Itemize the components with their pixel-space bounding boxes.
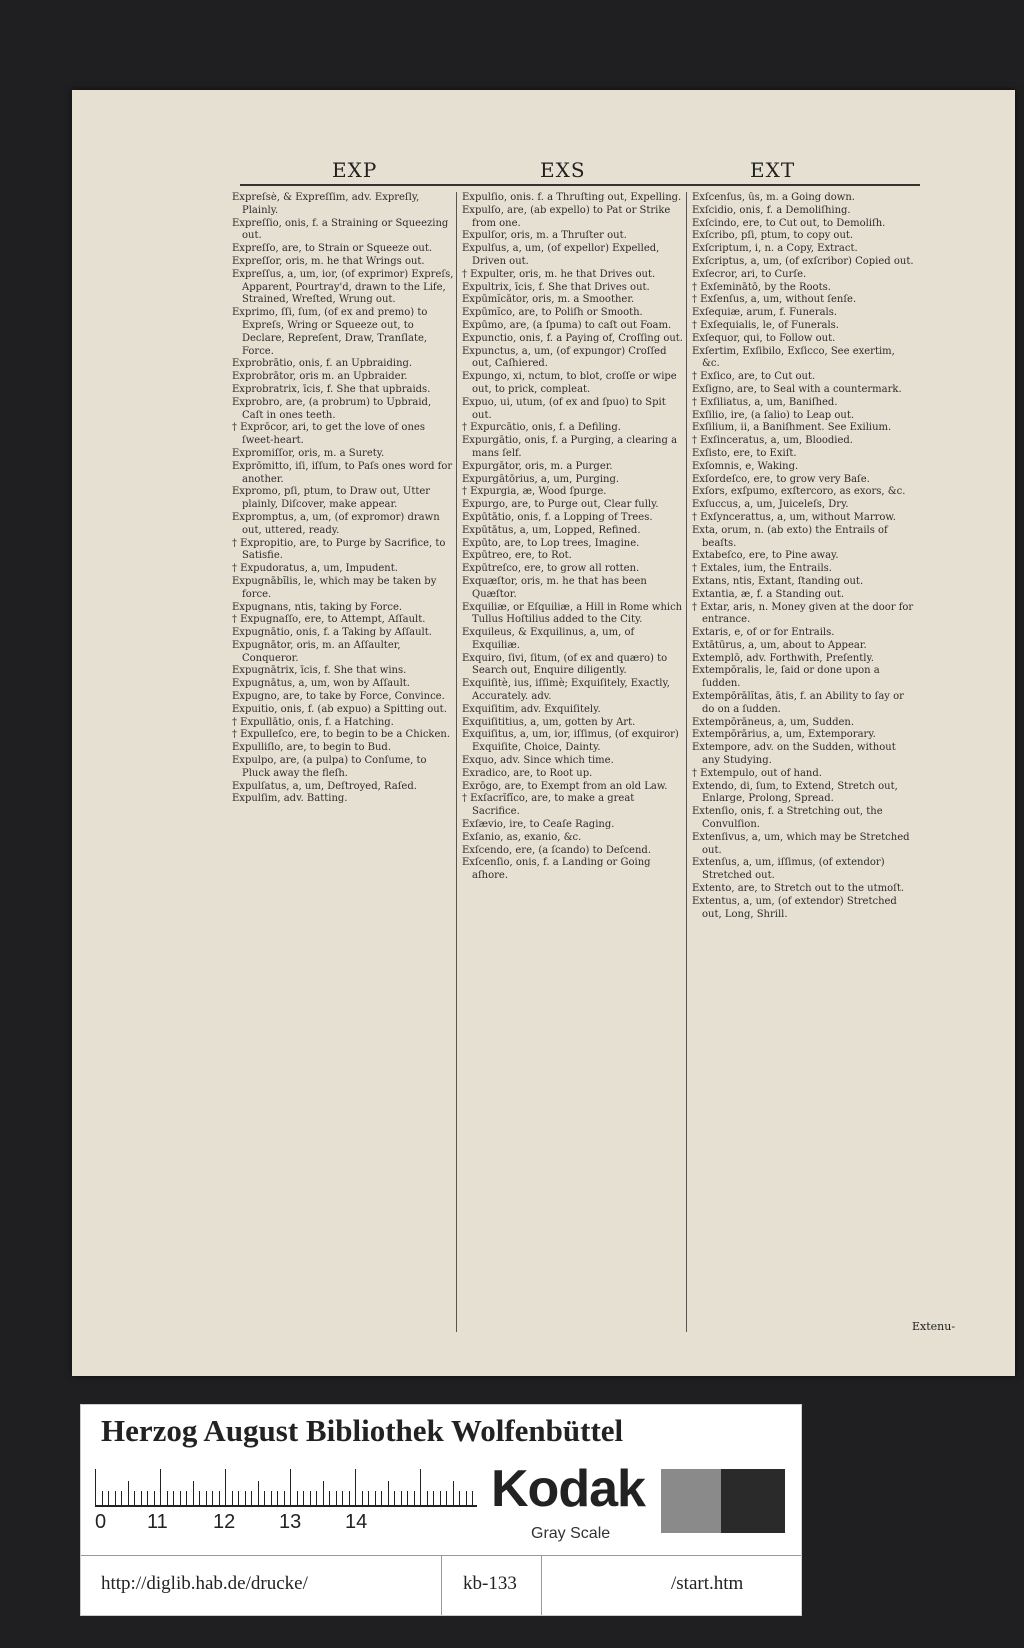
ruler-tick <box>251 1491 252 1505</box>
dictionary-entry: Exprōmitto, iſi, iſſum, to Paſs ones word for another. <box>232 460 453 485</box>
dictionary-entry: Extempōralis, le, ſaid or done upon a ſudden. <box>692 665 880 690</box>
ruler <box>95 1465 477 1507</box>
ruler-tick <box>193 1481 194 1505</box>
dictionary-entry: Expūto, are, to Lop trees, Imagine. <box>462 537 640 549</box>
ruler-tick <box>284 1491 285 1505</box>
dictionary-entry: Exquo, adv. Since which time. <box>462 755 614 767</box>
dictionary-entry: Expulſio, onis. f. a Thruſting out, Expelling. <box>462 192 682 203</box>
column-divider <box>686 192 687 1332</box>
dictionary-entry: Exſcenſio, onis, f. a Landing or Going aſhore. <box>462 857 651 882</box>
ruler-tick <box>232 1491 233 1505</box>
dictionary-entry: Extaris, e, of or for Entrails. <box>692 627 835 639</box>
dictionary-entry: Expulliſlo, are, to begin to Bud. <box>232 742 392 754</box>
dictionary-entry: † Expulleſco, ere, to begin to be a Chicken. <box>232 729 451 741</box>
dictionary-entry: Expunctio, onis, f. a Paying of, Croſſing out. <box>462 332 683 344</box>
ruler-tick <box>121 1491 122 1505</box>
dictionary-entry: Expurgātio, onis, f. a Purging, a clearing a mans ſelf. <box>462 435 678 459</box>
dictionary-entry: Extendo, di, ſum, to Extend, Stretch out, Enlarge, Prolong, Spread. <box>692 780 898 805</box>
ruler-tick <box>128 1481 129 1505</box>
ruler-tick <box>212 1491 213 1505</box>
dictionary-entry: Expurgātor, oris, m. a Purger. <box>462 460 613 472</box>
ruler-tick <box>186 1491 187 1505</box>
header-left: EXP <box>332 158 378 182</box>
dictionary-entry: Exſigno, are, to Seal with a countermark. <box>692 383 902 395</box>
dictionary-entry: Expulſo, are, (ab expello) to Pat or Strike from one. <box>462 204 671 229</box>
dictionary-entry: Extentus, a, um, (of extendor) Stretched out, Long, Shrill. <box>692 895 897 920</box>
ruler-tick <box>362 1491 363 1505</box>
dictionary-entry: Exſisto, ere, to Exiſt. <box>692 447 797 459</box>
dictionary-entry: Expūtātus, a, um, Lopped, Refined. <box>462 524 641 536</box>
dictionary-entry: Expreſſus, a, um, ior, (of exprimor) Expreſs, Apparent, Pourtray'd, drawn to the Life, Strained, Wreſted, Wrung out. <box>232 268 454 306</box>
dictionary-entry: Exſors, exſpumo, exſtercoro, as exors, &c. <box>692 486 906 498</box>
ruler-tick <box>134 1491 135 1505</box>
dictionary-entry: Expūtātio, onis, f. a Lopping of Trees. <box>462 511 653 523</box>
dictionary-entry: † Exſenſus, a, um, without ſenſe. <box>692 294 857 306</box>
dictionary-entry: Exſcidio, onis, f. a Demoliſhing. <box>692 204 851 216</box>
dictionary-entry: Extempōrāneus, a, um, Sudden. <box>692 716 855 728</box>
dictionary-entry: Exquiſititius, a, um, gotten by Art. <box>462 716 636 728</box>
dictionary-entry: Exquileus, & Exquilinus, a, um, of Exquiliæ. <box>462 627 635 651</box>
dictionary-entry: Expromiſſor, oris, m. a Surety. <box>232 447 385 459</box>
dictionary-entry: Expūtreo, ere, to Rot. <box>462 550 572 562</box>
ruler-tick <box>154 1491 155 1505</box>
ruler-tick <box>199 1491 200 1505</box>
dictionary-entry: Expulpo, are, (a pulpa) to Conſume, to Pluck away the fleſh. <box>232 755 427 779</box>
ruler-tick <box>388 1481 389 1505</box>
dictionary-entry: Expurgo, are, to Purge out, Clear fully. <box>462 499 659 511</box>
dictionary-entry: † Exſico, are, to Cut out. <box>692 371 816 383</box>
dictionary-entry: Expūmo, are, (a ſpuma) to caſt out Foam. <box>462 319 672 331</box>
library-title: Herzog August Bibliothek Wolfenbüttel <box>101 1413 624 1448</box>
dictionary-entry: Expulſatus, a, um, Deſtroyed, Raſed. <box>232 780 417 792</box>
dictionary-entry: † Exſacrĭfĭco, are, to make a great Sacrifice. <box>462 793 635 818</box>
ruler-tick <box>401 1491 402 1505</box>
dictionary-entry: Exſequor, qui, to Follow out. <box>692 332 836 344</box>
divider-vertical <box>541 1555 542 1615</box>
header-center: EXS <box>540 158 586 182</box>
ruler-tick <box>264 1491 265 1505</box>
dictionary-entry: Exſequiæ, arum, f. Funerals. <box>692 307 838 319</box>
ruler-tick <box>258 1481 259 1505</box>
dictionary-entry: Expūmĭco, are, to Poliſh or Smooth. <box>462 307 643 319</box>
dictionary-entry: † Exprōcor, ari, to get the love of ones ſweet-heart. <box>232 422 425 447</box>
dictionary-entry: Expulſus, a, um, (of expellor) Expelled, Driven out. <box>462 243 660 267</box>
ruler-tick <box>368 1491 369 1505</box>
ruler-number: 11 <box>147 1511 168 1533</box>
dictionary-entry: † Extempulo, out of hand. <box>692 767 822 779</box>
dictionary-entry: Extantia, æ, f. a Standing out. <box>692 588 845 600</box>
ruler-tick <box>95 1469 96 1505</box>
dictionary-entry: † Extar, aris, n. Money given at the door for entrance. <box>692 601 914 626</box>
ruler-tick <box>336 1491 337 1505</box>
page-header <box>240 158 920 186</box>
column-divider <box>456 192 457 1332</box>
dictionary-entry: † Expropitio, are, to Purge by Sacrifice, to Satisfie. <box>232 537 446 562</box>
dictionary-entry: Exſilium, ii, a Baniſhment. See Exilium. <box>692 422 892 434</box>
gray-scale-label: Gray Scale <box>531 1525 611 1542</box>
dictionary-entry: Expreſſor, oris, m. he that Wrings out. <box>232 255 425 267</box>
dictionary-entry: Expreſsè, & Expreſſim, adv. Expreſly, Plainly. <box>232 192 420 216</box>
dictionary-entry: Expulſim, adv. Batting. <box>232 793 348 805</box>
dictionary-entry: † Expudoratus, a, um, Impudent. <box>232 563 398 575</box>
dictionary-entry: Exprobrātio, onis, f. an Upbraiding. <box>232 358 413 370</box>
ruler-tick <box>160 1469 161 1505</box>
dictionary-entry: Exſcindo, ere, to Cut out, to Demoliſh. <box>692 217 886 229</box>
ruler-number: 14 <box>345 1511 368 1533</box>
dictionary-entry: Expromo, pſi, ptum, to Draw out, Utter plainly, Diſcover, make appear. <box>232 486 431 511</box>
dark-swatch <box>721 1469 785 1533</box>
ruler-tick <box>108 1491 109 1505</box>
ruler-tick <box>407 1491 408 1505</box>
dictionary-entry: Exta, orum, n. (ab exto) the Entrails of beaſts. <box>692 524 888 549</box>
dictionary-entry: Exprobrātor, oris m. an Upbraider. <box>232 371 408 383</box>
ruler-tick <box>225 1469 226 1505</box>
dictionary-entry: Exſcenſus, ûs, m. a Going down. <box>692 192 855 203</box>
header-right: EXT <box>750 158 796 182</box>
dictionary-entry: Expūtreſco, ere, to grow all rotten. <box>462 563 640 575</box>
ruler-tick <box>277 1491 278 1505</box>
ruler-tick <box>466 1491 467 1505</box>
dictionary-entry: Exſævio, ire, to Ceaſe Raging. <box>462 819 615 831</box>
dictionary-entry: Exprobro, are, (a probrum) to Upbraid, Caſt in ones teeth. <box>232 396 432 421</box>
dictionary-entry: Exſilio, ire, (a ſalio) to Leap out. <box>692 409 855 421</box>
ruler-tick <box>271 1491 272 1505</box>
ruler-tick <box>414 1491 415 1505</box>
ruler-tick <box>238 1491 239 1505</box>
ruler-tick <box>355 1469 356 1505</box>
ruler-tick <box>115 1491 116 1505</box>
dictionary-entry: Extempōrārius, a, um, Extemporary. <box>692 729 876 741</box>
dictionary-entry: Exprimo, ſſi, ſum, (of ex and premo) to Expreſs, Wring or Squeeze out, to Declare, Repreſent, Draw, Tranſlate, Force. <box>232 307 428 357</box>
ruler-tick <box>180 1491 181 1505</box>
calibration-card <box>80 1404 802 1616</box>
dictionary-entry: Expugnātus, a, um, won by Aſſault. <box>232 678 410 690</box>
ruler-number: 12 <box>213 1511 236 1533</box>
dictionary-entry: Expugnans, ntis, taking by Force. <box>232 601 403 613</box>
dictionary-entry: † Expugnaſſo, ere, to Attempt, Aſſault. <box>232 614 426 626</box>
catchword: Extenu- <box>912 1320 956 1333</box>
ruler-tick <box>290 1469 291 1505</box>
dictionary-entry: Extempōrālĭtas, ātis, f. an Ability to ſay or do on a ſudden. <box>692 691 904 715</box>
ruler-tick <box>453 1481 454 1505</box>
ruler-tick <box>303 1491 304 1505</box>
ruler-tick <box>433 1491 434 1505</box>
dictionary-entry: Expugnātrix, īcis, f. She that wins. <box>232 665 407 677</box>
dictionary-entry: Expuitio, onis, f. (ab expuo) a Spitting out. <box>232 703 447 715</box>
ruler-tick <box>472 1491 473 1505</box>
column-1 <box>232 192 454 1332</box>
ruler-tick <box>420 1469 421 1505</box>
dictionary-entry: Expuo, ui, utum, (of ex and ſpuo) to Spit out. <box>462 396 666 421</box>
ruler-tick <box>427 1491 428 1505</box>
dictionary-entry: † Extales, ium, the Entrails. <box>692 563 832 575</box>
dictionary-entry: † Expurcātio, onis, f. a Defiling. <box>462 422 621 434</box>
divider-vertical <box>441 1555 442 1615</box>
dictionary-entry: † Expulter, oris, m. he that Drives out. <box>462 268 656 280</box>
dictionary-entry: Extempore, adv. on the Sudden, without any Studying. <box>692 742 896 767</box>
dictionary-entry: Expurgātōrius, a, um, Purging. <box>462 473 620 485</box>
dictionary-entry: Extans, ntis, Extant, ſtanding out. <box>692 575 864 587</box>
url-mid: kb-133 <box>463 1573 517 1594</box>
dictionary-entry: Exquiſitus, a, um, ior, iſſimus, (of exquiror) Exquiſite, Choice, Dainty. <box>462 729 679 754</box>
ruler-tick <box>440 1491 441 1505</box>
dictionary-entry: † Exſiliatus, a, um, Baniſhed. <box>692 396 838 408</box>
dictionary-entry: Exquiliæ, or Eſquiliæ, a Hill in Rome which Tullus Hoſtilius added to the City. <box>462 601 683 626</box>
dictionary-entry: Expugnābĭlis, le, which may be taken by force. <box>232 575 437 600</box>
dictionary-entry: Extenſus, a, um, iſſimus, (of extendor) Stretched out. <box>692 857 885 882</box>
ruler-tick <box>446 1491 447 1505</box>
dictionary-entry: Expugnātor, oris, m. an Aſſaulter, Conqueror. <box>232 639 401 664</box>
dictionary-entry: Extento, are, to Stretch out to the utmoſt. <box>692 883 905 895</box>
dictionary-entry: Exquiſitim, adv. Exquiſitely. <box>462 703 601 715</box>
ruler-tick <box>310 1491 311 1505</box>
url-right: /start.htm <box>671 1573 744 1594</box>
dictionary-entry: Exſcriptum, i, n. a Copy, Extract. <box>692 243 858 255</box>
dictionary-entry: Extenſivus, a, um, which may be Stretched out. <box>692 831 910 856</box>
dictionary-entry: Exſuccus, a, um, Juiceleſs, Dry. <box>692 499 849 511</box>
ruler-tick <box>297 1491 298 1505</box>
dictionary-entry: Exſcendo, ere, (a ſcando) to Deſcend. <box>462 844 651 856</box>
kodak-logo: Kodak <box>491 1460 645 1518</box>
ruler-tick <box>219 1491 220 1505</box>
ruler-tick <box>245 1491 246 1505</box>
dictionary-entry: Exſordeſco, ere, to grow very Baſe. <box>692 473 870 485</box>
ruler-tick <box>394 1491 395 1505</box>
ruler-tick <box>167 1491 168 1505</box>
dictionary-entry: Extenſio, onis, f. a Stretching out, the Convulſion. <box>692 806 883 831</box>
ruler-tick <box>342 1491 343 1505</box>
ruler-tick <box>329 1491 330 1505</box>
ruler-tick <box>349 1491 350 1505</box>
dictionary-page <box>72 90 1015 1376</box>
dictionary-entry: † Expullātio, onis, f. a Hatching. <box>232 716 394 728</box>
dictionary-entry: Extātūrus, a, um, about to Appear. <box>692 639 867 651</box>
dictionary-entry: Exradico, are, to Root up. <box>462 767 593 779</box>
dictionary-entry: Expūmĭcātor, oris, m. a Smoother. <box>462 294 635 306</box>
dictionary-entry: † Exſinceratus, a, um, Bloodied. <box>692 435 853 447</box>
dictionary-entry: † Exſequialis, le, of Funerals. <box>692 319 839 331</box>
dictionary-entry: Exrōgo, are, to Exempt from an old Law. <box>462 780 668 792</box>
ruler-tick <box>102 1491 103 1505</box>
ruler-tick <box>316 1491 317 1505</box>
dictionary-entry: Expreſſio, onis, f. a Straining or Squeezing out. <box>232 217 449 242</box>
dictionary-entry: Exſomnis, e, Waking. <box>692 460 799 472</box>
dictionary-entry: Expulſor, oris, m. a Thruſter out. <box>462 230 627 242</box>
dictionary-entry: Exſecror, ari, to Curſe. <box>692 268 807 280</box>
ruler-number: 0 <box>95 1511 107 1533</box>
dictionary-entry: Expungo, xi, nctum, to blot, croſſe or wipe out, to prick, compleat. <box>462 371 677 395</box>
dictionary-entry: † Exſeminātō, by the Roots. <box>692 281 831 293</box>
column-3 <box>692 192 914 1332</box>
dictionary-entry: Expugno, are, to take by Force, Convince. <box>232 691 445 703</box>
ruler-tick <box>173 1491 174 1505</box>
gray-swatch <box>661 1469 721 1533</box>
ruler-tick <box>323 1481 324 1505</box>
dictionary-entry: Exſcribo, pſi, ptum, to copy out. <box>692 230 854 242</box>
dictionary-entry: Exquæſtor, oris, m. he that has been Quæſtor. <box>462 575 647 600</box>
dictionary-entry: Expugnātio, onis, f. a Taking by Aſſault. <box>232 627 432 639</box>
dictionary-entry: Expunctus, a, um, (of expungor) Croſſed out, Caſhiered. <box>462 345 667 370</box>
ruler-tick <box>141 1491 142 1505</box>
dictionary-entry: Extabeſco, ere, to Pine away. <box>692 550 839 562</box>
ruler-tick <box>381 1491 382 1505</box>
dictionary-entry: Expultrix, īcis, f. She that Drives out. <box>462 281 650 293</box>
dictionary-entry: Exſertim, Exſibilo, Exſicco, See exertim, &c. <box>692 345 895 370</box>
ruler-tick <box>206 1491 207 1505</box>
ruler-numbers <box>95 1511 477 1535</box>
dictionary-entry: Exprobratrix, īcis, f. She that upbraids. <box>232 383 431 395</box>
dictionary-entry: Exquiſitè, ius, iſſimè; Exquiſitely, Exactly, Accurately. adv. <box>462 678 670 703</box>
dictionary-entry: Expromptus, a, um, (of expromor) drawn out, uttered, ready. <box>232 511 440 536</box>
dictionary-entry: Exquiro, ſivi, ſitum, (of ex and quæro) to Search out, Enquire diligently. <box>462 652 668 677</box>
column-2 <box>462 192 684 1332</box>
dictionary-entry: Exſcriptus, a, um, (of exſcribor) Copied out. <box>692 255 914 267</box>
dictionary-entry: Exſanio, as, exanio, &c. <box>462 831 582 843</box>
ruler-number: 13 <box>279 1511 302 1533</box>
dictionary-entry: Expreſſo, are, to Strain or Squeeze out. <box>232 243 433 255</box>
ruler-tick <box>375 1491 376 1505</box>
dictionary-entry: † Expurgia, æ, Wood ſpurge. <box>462 486 607 498</box>
ruler-tick <box>147 1491 148 1505</box>
dictionary-entry: † Exſyncerattus, a, um, without Marrow. <box>692 511 896 523</box>
ruler-tick <box>459 1491 460 1505</box>
dictionary-entry: Extemplō, adv. Forthwith, Preſently. <box>692 652 874 664</box>
url-left: http://diglib.hab.de/drucke/ <box>101 1573 308 1594</box>
